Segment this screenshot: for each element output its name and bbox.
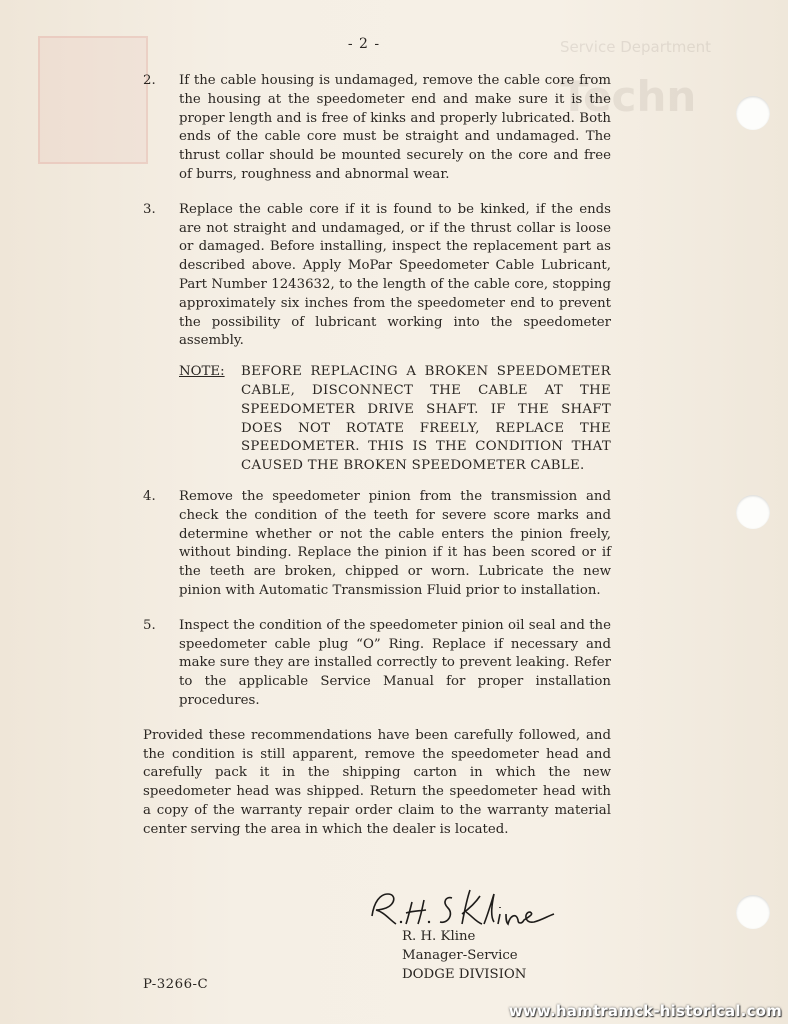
closing-paragraph: Provided these recommendations have been carefully followed, and the condition is still apparent, remove the speedometer head and carefully pack it in the shipping carton in which the new speedometer head was shipped. Return the speedometer head with a copy of the warranty repair order claim to the warranty material center serving the area in which the dealer is located. — [143, 727, 611, 837]
note-block — [179, 363, 611, 476]
list-item-number: 4. — [143, 488, 156, 504]
punch-hole-top — [736, 96, 770, 130]
list-item-number: 5. — [143, 617, 156, 633]
document-body — [143, 72, 611, 839]
list-item — [143, 617, 611, 711]
list-item-number: 3. — [143, 201, 156, 217]
signature-block — [402, 928, 526, 984]
list-item-text: Replace the cable core if it is found to be kinked, if the ends are not straight and undamaged, or if the thrust collar is loose or damaged. Before installing, inspect the replacement part as described above. Apply MoPar Speedometer Cable Lubricant, Part Number 1243632, to the length of the cable core, stopping approximately six inches from the speedometer end to prevent the possibility of lubricant working into the speedometer assembly. — [179, 201, 611, 349]
list-item — [143, 201, 611, 351]
bleed-through-text: Service Department — [560, 38, 711, 56]
bleed-through-logo — [38, 36, 148, 164]
page-number: - 2 - — [347, 36, 381, 52]
list-item-number: 2. — [143, 73, 156, 88]
signer-division: DODGE DIVISION — [402, 966, 527, 982]
signer-name: R. H. Kline — [402, 929, 476, 944]
list-item-text: If the cable housing is undamaged, remove the cable core from the housing at the speedometer end and make sure it is the proper length and is free of kinks and properly lubricated. Both ends of the cable core must be straight and undamaged. The thrust collar should be mounted securely on the core and free of burrs, roughness and abnormal wear. — [179, 73, 611, 182]
punch-hole-middle — [736, 495, 770, 529]
punch-hole-bottom — [736, 895, 770, 929]
handwritten-signature — [366, 880, 556, 932]
note-text: BEFORE REPLACING A BROKEN SPEEDOMETER CABLE, DISCONNECT THE CABLE AT THE SPEEDOMETER DRIVE SHAFT. IF THE SHAFT DOES NOT ROTATE FREELY, REPLACE THE SPEEDOMETER. THIS IS THE CONDITION THAT CAUSED THE BROKEN SPEEDOMETER CABLE. — [241, 364, 611, 474]
document-code: P-3266-C — [143, 977, 209, 992]
note-label: NOTE: — [179, 364, 225, 380]
list-item-text: Inspect the condition of the speedometer pinion oil seal and the speedometer cable plug “O” Ring. Replace if necessary and make sure they are installed correctly to prevent leaking. Refer to the applicable Service Manual for proper installation procedures. — [179, 617, 611, 708]
list-item-text: Remove the speedometer pinion from the transmission and check the condition of the teeth for severe score marks and determine whether or not the cable enters the pinion freely, without binding. Replace the pinion if it has been scored or if the teeth are broken, chipped or worn. Lubricate the new pinion with Automatic Transmission Fluid prior to installation. — [179, 488, 611, 598]
signer-title: Manager-Service — [402, 947, 518, 963]
bleed-through-title: Techn — [560, 72, 697, 121]
watermark: www.hamtramck-historical.com — [508, 1002, 782, 1020]
list-item — [143, 72, 611, 185]
list-item — [143, 488, 611, 601]
